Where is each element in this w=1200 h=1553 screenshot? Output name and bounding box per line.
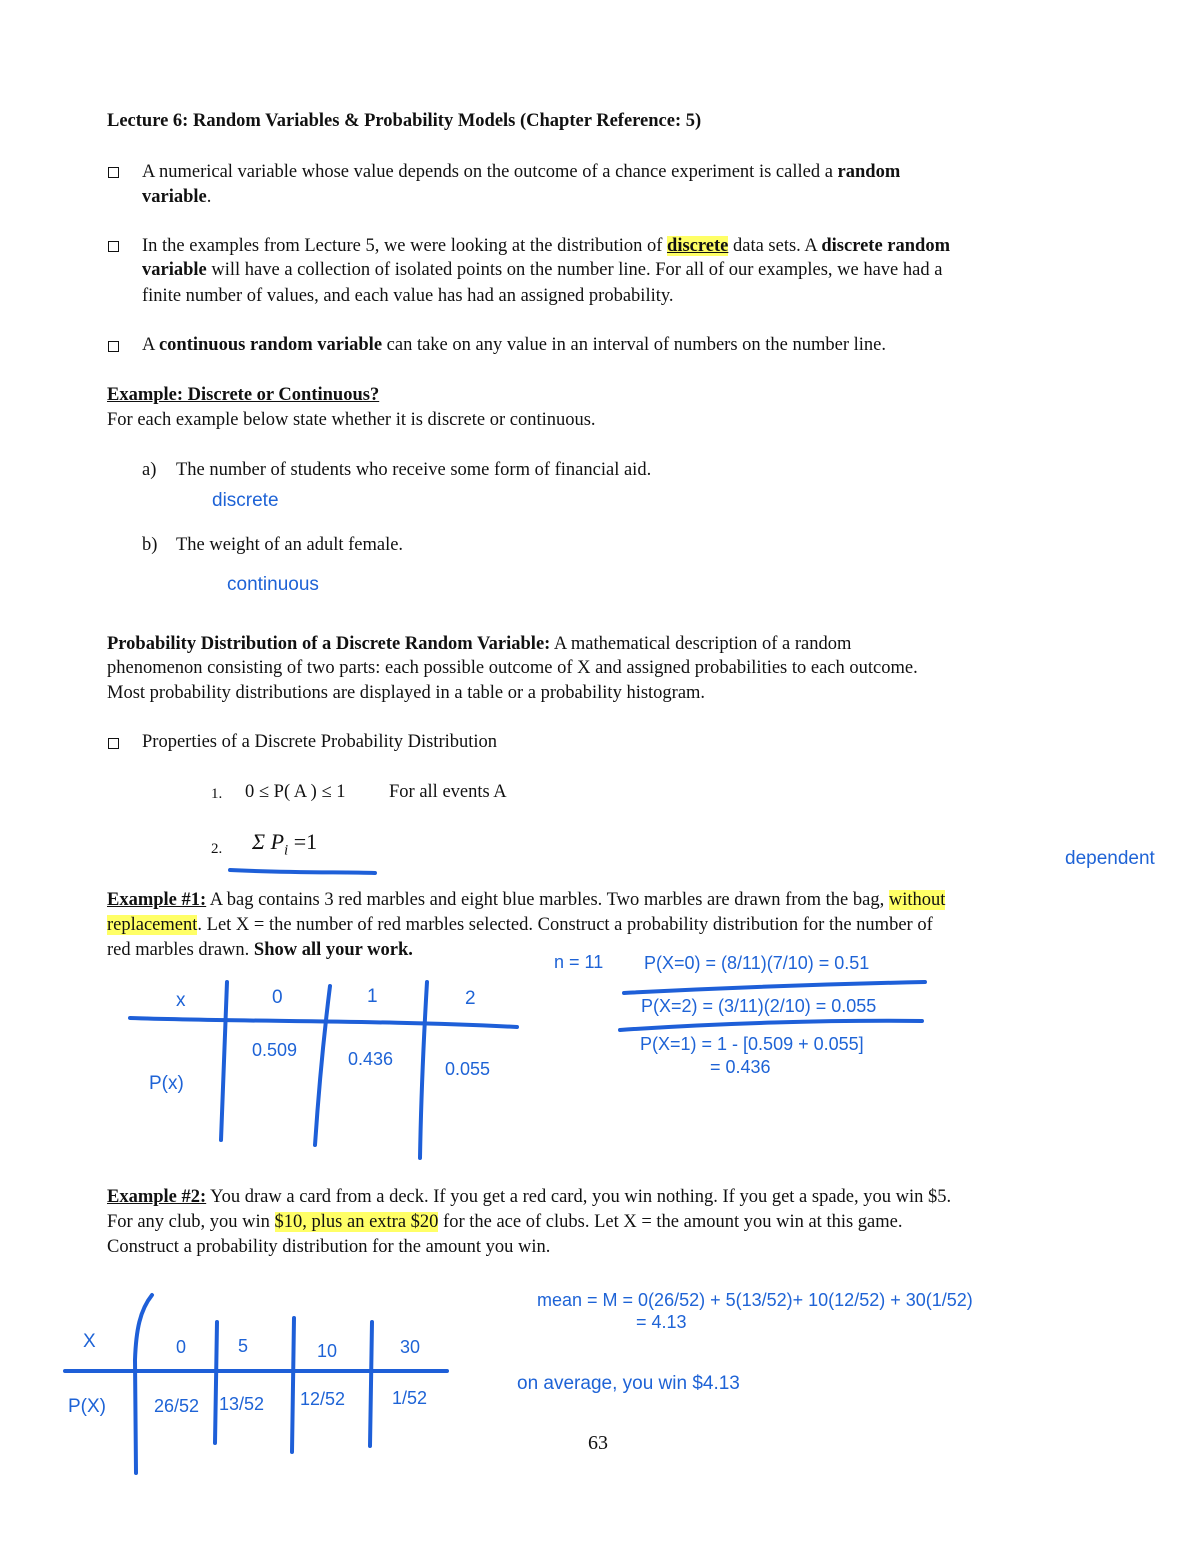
table1-px-label: P(x) bbox=[149, 1073, 184, 1094]
table1-p-value: 0.436 bbox=[348, 1049, 394, 1069]
table1-hline bbox=[130, 1018, 517, 1027]
note-n: n = 11 bbox=[554, 952, 604, 972]
table1-vline bbox=[221, 982, 227, 1140]
table2-vline bbox=[370, 1322, 372, 1446]
item-b-label: b) bbox=[142, 535, 158, 555]
example1-line-2: replacement. Let X = the number of red marbles selected. Construct a probability distribution for the number of bbox=[107, 915, 933, 935]
bullet-icon bbox=[108, 241, 119, 252]
highlighted-term: discrete bbox=[667, 236, 729, 256]
item-a-text: The number of students who receive some form of financial aid. bbox=[176, 460, 652, 480]
item-b-text: The weight of an adult female. bbox=[176, 535, 404, 555]
property-2-formula: Σ $P_i =1$ bbox=[252, 829, 318, 859]
property-1-note: For all events A bbox=[389, 782, 507, 802]
table1-x-value: 1 bbox=[367, 986, 378, 1007]
table2-p-value: 26/52 bbox=[154, 1396, 200, 1416]
bullet-1-line-2: variable. bbox=[142, 187, 212, 207]
example1-line-3: red marbles drawn. Show all your work. bbox=[107, 940, 413, 960]
table1-p-value: 0.509 bbox=[252, 1040, 298, 1060]
notes-underline bbox=[624, 982, 925, 993]
sum-underline bbox=[230, 870, 375, 873]
note-mean: mean = M = 0(26/52) + 5(13/52)+ 10(12/52) + 30(1/52) bbox=[537, 1290, 973, 1310]
example1-line-1: Example #1: A bag contains 3 red marbles and eight blue marbles. Two marbles are drawn from the bag, without bbox=[107, 890, 946, 910]
annotation-dependent: dependent bbox=[1065, 848, 1155, 869]
table2-p-value: 13/52 bbox=[219, 1394, 265, 1414]
note-px1: P(X=1) = 1 - [0.509 + 0.055] bbox=[640, 1034, 864, 1054]
table2-x-label: X bbox=[83, 1331, 96, 1352]
item-a-label: a) bbox=[142, 460, 157, 480]
note-average: on average, you win $4.13 bbox=[517, 1373, 740, 1394]
bullet-2-line-2: variable will have a collection of isolated points on the number line. For all of our examples, we have had a bbox=[142, 260, 943, 280]
table1-vline bbox=[420, 982, 427, 1158]
table1-vline bbox=[315, 986, 330, 1145]
highlighted-term: without bbox=[888, 890, 946, 910]
table1-x-value: 0 bbox=[272, 987, 283, 1008]
property-1-number: 1. bbox=[211, 786, 223, 802]
bullet-2-line-3: finite number of values, and each value has had an assigned probability. bbox=[142, 286, 674, 306]
table2-x-value: 0 bbox=[176, 1337, 187, 1357]
bullet-1-line-1: A numerical variable whose value depends on the outcome of a chance experiment is called a random bbox=[142, 162, 901, 182]
bullet-3-line-1: A continuous random variable can take on any value in an interval of numbers on the number line. bbox=[142, 335, 886, 355]
table2-p-value: 1/52 bbox=[392, 1388, 428, 1408]
table1-x-value: 2 bbox=[465, 988, 476, 1009]
table2-px-label: P(X) bbox=[68, 1396, 106, 1417]
table2-vline bbox=[215, 1322, 217, 1443]
example-dc-intro: For each example below state whether it is discrete or continuous. bbox=[107, 410, 596, 430]
answer-a: discrete bbox=[212, 490, 279, 511]
table2-x-value: 30 bbox=[400, 1337, 421, 1357]
bullet-icon bbox=[108, 738, 119, 749]
property-1-formula: 0 ≤ P( A ) ≤ 1 bbox=[245, 782, 346, 802]
table2-hline bbox=[65, 1370, 447, 1371]
table2-x-value: 10 bbox=[317, 1341, 338, 1361]
page-number: 63 bbox=[588, 1432, 608, 1454]
note-px0: P(X=0) = (8/11)(7/10) = 0.51 bbox=[644, 953, 870, 973]
properties-heading: Properties of a Discrete Probability Distribution bbox=[142, 732, 498, 752]
bullet-icon bbox=[108, 341, 119, 352]
prob-dist-line-1: Probability Distribution of a Discrete Random Variable: A mathematical description of a random bbox=[107, 634, 852, 654]
property-2-number: 2. bbox=[211, 841, 223, 857]
table1-p-value: 0.055 bbox=[445, 1059, 491, 1079]
example2-line-3: Construct a probability distribution for the amount you win. bbox=[107, 1237, 551, 1257]
table2-vline bbox=[292, 1318, 294, 1452]
highlighted-term: replacement bbox=[107, 915, 198, 935]
example2-line-2: For any club, you win $10, plus an extra $20 for the ace of clubs. Let X = the amount you win at this game. bbox=[107, 1212, 903, 1232]
example2-line-1: Example #2: You draw a card from a deck. If you get a red card, you win nothing. If you get a spade, you win $5. bbox=[107, 1187, 952, 1207]
table1-x-label: x bbox=[176, 990, 186, 1011]
bullet-icon bbox=[108, 167, 119, 178]
table2-p-value: 12/52 bbox=[300, 1389, 346, 1409]
prob-dist-line-2: phenomenon consisting of two parts: each possible outcome of X and assigned probabilities to each outcome. bbox=[107, 658, 918, 678]
table2-x-value: 5 bbox=[238, 1336, 249, 1356]
note-px2: P(X=2) = (3/11)(2/10) = 0.055 bbox=[641, 996, 877, 1016]
example-dc-heading: Example: Discrete or Continuous? bbox=[107, 385, 380, 405]
table2-vline bbox=[135, 1295, 152, 1473]
page-title: Lecture 6: Random Variables & Probability Models (Chapter Reference: 5) bbox=[107, 111, 702, 131]
bullet-2-line-1: In the examples from Lecture 5, we were looking at the distribution of discrete data sets. A discrete random bbox=[142, 236, 950, 256]
note-mean-result: = 4.13 bbox=[636, 1312, 687, 1332]
notes-underline bbox=[620, 1021, 922, 1030]
answer-b: continuous bbox=[227, 574, 319, 595]
prob-dist-line-3: Most probability distributions are displayed in a table or a probability histogram. bbox=[107, 683, 706, 703]
note-px1-result: = 0.436 bbox=[710, 1057, 771, 1077]
highlighted-term: $10, plus an extra $20 bbox=[274, 1212, 439, 1232]
